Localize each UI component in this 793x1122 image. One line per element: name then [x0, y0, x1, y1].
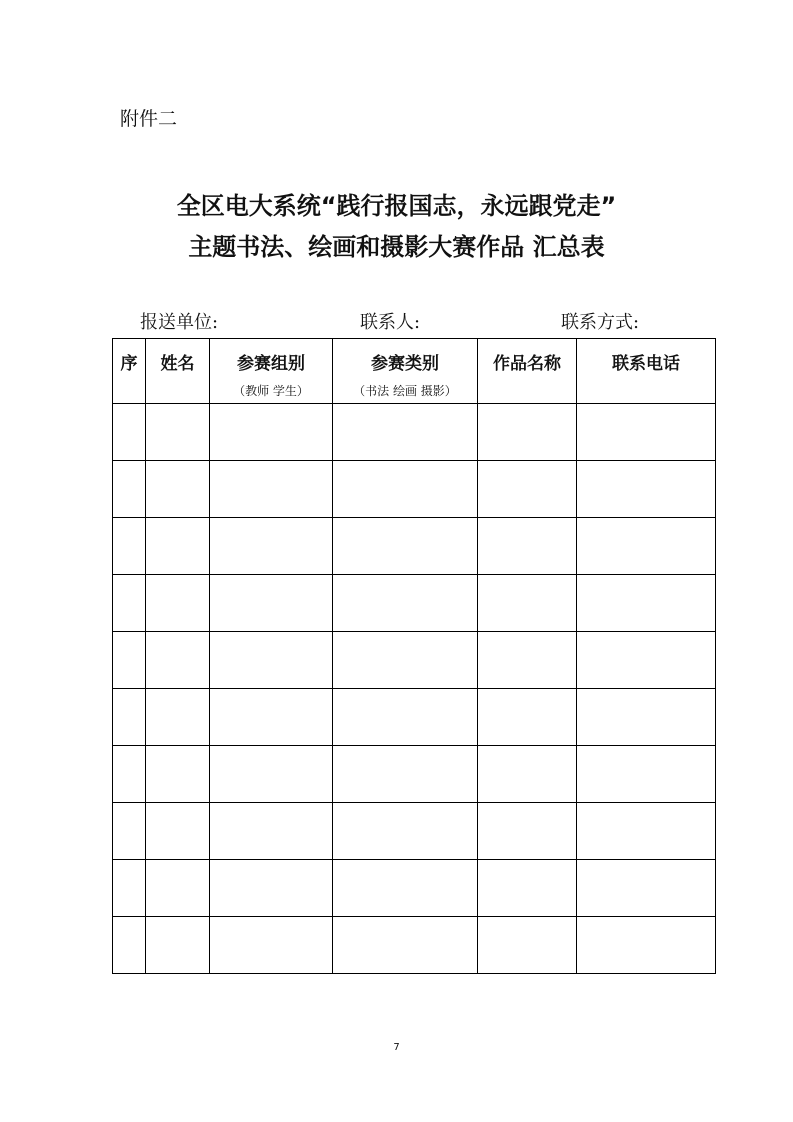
- header-label: 参赛类别: [371, 354, 439, 374]
- table-cell[interactable]: [146, 917, 210, 974]
- table-cell[interactable]: [210, 746, 333, 803]
- table-row: [113, 632, 716, 689]
- table-cell[interactable]: [113, 746, 146, 803]
- table-row: [113, 575, 716, 632]
- table-cell[interactable]: [577, 803, 716, 860]
- table-row: [113, 917, 716, 974]
- table-cell[interactable]: [333, 917, 478, 974]
- table-cell[interactable]: [577, 746, 716, 803]
- table-cell[interactable]: [146, 746, 210, 803]
- table-cell[interactable]: [333, 575, 478, 632]
- table-cell[interactable]: [333, 746, 478, 803]
- table-cell[interactable]: [333, 518, 478, 575]
- header-sublabel: （书法 绘画 摄影）: [353, 384, 457, 398]
- header-cell-group: [210, 339, 333, 404]
- header-cell-work-title: [478, 339, 577, 404]
- table-cell[interactable]: [146, 404, 210, 461]
- header-cell-index: [113, 339, 146, 404]
- document-title-line2: 主题书法、绘画和摄影大赛作品 汇总表: [188, 233, 605, 261]
- table-cell[interactable]: [333, 860, 478, 917]
- table-cell[interactable]: [478, 461, 577, 518]
- table-cell[interactable]: [333, 689, 478, 746]
- table-cell[interactable]: [577, 404, 716, 461]
- header-label: 序: [120, 354, 138, 374]
- table-cell[interactable]: [478, 575, 577, 632]
- table-cell[interactable]: [146, 689, 210, 746]
- table-cell[interactable]: [113, 632, 146, 689]
- table-cell[interactable]: [113, 689, 146, 746]
- table-cell[interactable]: [577, 518, 716, 575]
- document-title-line1: 全区电大系统“践行报国志，永远跟党走”: [176, 192, 617, 220]
- page-number: 7: [393, 1042, 400, 1053]
- header-label: 联系电话: [612, 354, 680, 374]
- header-cell-phone: [577, 339, 716, 404]
- header-label: 参赛组别: [237, 354, 305, 374]
- table-cell[interactable]: [333, 632, 478, 689]
- table-row: [113, 746, 716, 803]
- table-cell[interactable]: [577, 860, 716, 917]
- table-cell[interactable]: [478, 518, 577, 575]
- table-cell[interactable]: [146, 575, 210, 632]
- table-cell[interactable]: [210, 632, 333, 689]
- table-row: [113, 689, 716, 746]
- table-body: [113, 404, 716, 974]
- table-row: [113, 461, 716, 518]
- table-cell[interactable]: [113, 803, 146, 860]
- contact-method-label: 联系方式:: [561, 312, 640, 333]
- table-cell[interactable]: [210, 803, 333, 860]
- header-cell-name: [146, 339, 210, 404]
- table-cell[interactable]: [478, 860, 577, 917]
- table-cell[interactable]: [577, 689, 716, 746]
- table-cell[interactable]: [210, 689, 333, 746]
- table-cell[interactable]: [146, 860, 210, 917]
- table-cell[interactable]: [113, 860, 146, 917]
- table-cell[interactable]: [577, 461, 716, 518]
- table-cell[interactable]: [210, 404, 333, 461]
- table-cell[interactable]: [113, 404, 146, 461]
- summary-table: [112, 338, 716, 974]
- table-row: [113, 404, 716, 461]
- contact-person-label: 联系人:: [360, 312, 421, 333]
- table-row: [113, 860, 716, 917]
- attachment-label: 附件二: [120, 108, 178, 130]
- table-cell[interactable]: [146, 632, 210, 689]
- table-row: [113, 518, 716, 575]
- header-label: 作品名称: [493, 354, 561, 374]
- table-cell[interactable]: [113, 575, 146, 632]
- table-cell[interactable]: [113, 461, 146, 518]
- table-cell[interactable]: [577, 917, 716, 974]
- table-cell[interactable]: [146, 518, 210, 575]
- header-cell-category: [333, 339, 478, 404]
- table-cell[interactable]: [113, 518, 146, 575]
- table-cell[interactable]: [478, 803, 577, 860]
- table-cell[interactable]: [478, 689, 577, 746]
- table-cell[interactable]: [478, 917, 577, 974]
- header-row: [113, 339, 716, 404]
- table-cell[interactable]: [478, 746, 577, 803]
- table-cell[interactable]: [210, 461, 333, 518]
- table-row: [113, 803, 716, 860]
- table-cell[interactable]: [146, 803, 210, 860]
- table-cell[interactable]: [577, 575, 716, 632]
- table-cell[interactable]: [478, 632, 577, 689]
- table-cell[interactable]: [333, 803, 478, 860]
- table-cell[interactable]: [146, 461, 210, 518]
- table-cell[interactable]: [210, 518, 333, 575]
- table-cell[interactable]: [333, 404, 478, 461]
- table-cell[interactable]: [210, 860, 333, 917]
- table-cell[interactable]: [333, 461, 478, 518]
- header-label: 姓名: [160, 354, 195, 374]
- table-cell[interactable]: [210, 575, 333, 632]
- table-cell[interactable]: [113, 917, 146, 974]
- header-sublabel: （教师 学生）: [233, 384, 309, 398]
- table-cell[interactable]: [577, 632, 716, 689]
- table-cell[interactable]: [478, 404, 577, 461]
- reporting-unit-label: 报送单位:: [140, 312, 219, 333]
- table-cell[interactable]: [210, 917, 333, 974]
